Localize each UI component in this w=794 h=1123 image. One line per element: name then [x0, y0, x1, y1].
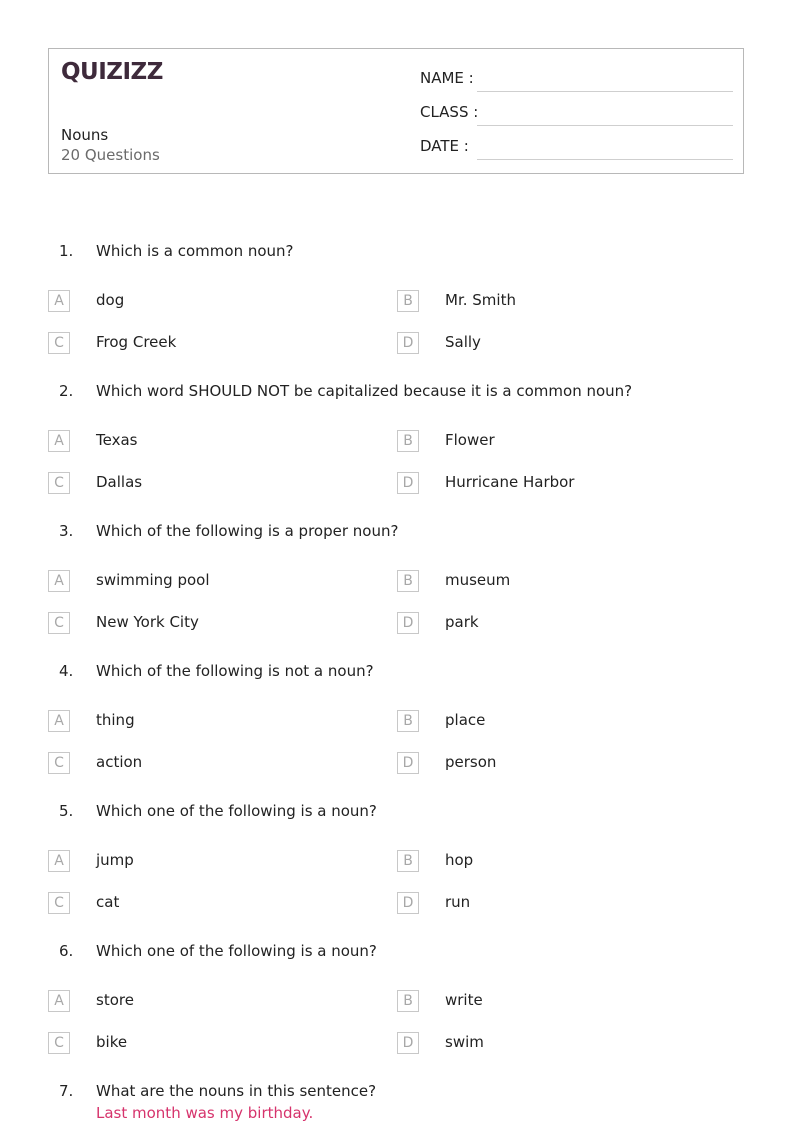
question-number: 3. — [59, 522, 74, 540]
question-text: Which one of the following is a noun? — [96, 942, 377, 960]
name-label: NAME : — [420, 69, 474, 87]
question-text: Which is a common noun? — [96, 242, 294, 260]
option-letter-box: A — [48, 570, 70, 592]
class-field[interactable] — [420, 103, 733, 127]
option-text: jump — [96, 851, 134, 869]
option-letter-box: B — [397, 290, 419, 312]
option-text: action — [96, 753, 143, 771]
name-line — [477, 91, 733, 92]
option-letter-box: A — [48, 710, 70, 732]
option-letter-box: A — [48, 850, 70, 872]
date-line — [477, 159, 733, 160]
option-text: Mr. Smith — [445, 291, 516, 309]
class-label: CLASS : — [420, 103, 479, 121]
option-letter-box: A — [48, 290, 70, 312]
option-letter-box: C — [48, 612, 70, 634]
option-text: Hurricane Harbor — [445, 473, 575, 491]
question-text: Which of the following is a proper noun? — [96, 522, 399, 540]
question-number: 1. — [59, 242, 74, 260]
option-text: museum — [445, 571, 511, 589]
option-text: Sally — [445, 333, 481, 351]
quiz-title: Nouns — [61, 126, 109, 144]
option-letter-box: A — [48, 990, 70, 1012]
quizizz-logo: QUIZIZZ — [61, 59, 163, 85]
option-letter-box: C — [48, 1032, 70, 1054]
option-text: thing — [96, 711, 135, 729]
option-letter-box: C — [48, 752, 70, 774]
name-field[interactable] — [420, 69, 733, 93]
question-number: 4. — [59, 662, 74, 680]
option-letter-box: D — [397, 752, 419, 774]
option-letter-box: B — [397, 850, 419, 872]
worksheet-header — [48, 48, 744, 174]
option-text: Dallas — [96, 473, 143, 491]
option-letter-box: B — [397, 430, 419, 452]
option-text: swimming pool — [96, 571, 210, 589]
option-letter-box: D — [397, 332, 419, 354]
date-label: DATE : — [420, 137, 469, 155]
option-letter-box: D — [397, 892, 419, 914]
question-text: Which of the following is not a noun? — [96, 662, 374, 680]
option-text: Texas — [96, 431, 138, 449]
option-text: person — [445, 753, 497, 771]
option-text: store — [96, 991, 134, 1009]
option-letter-box: C — [48, 472, 70, 494]
question-text: What are the nouns in this sentence? — [96, 1082, 377, 1100]
question-number: 6. — [59, 942, 74, 960]
option-letter-box: B — [397, 570, 419, 592]
option-text: park — [445, 613, 479, 631]
option-letter-box: D — [397, 472, 419, 494]
option-text: run — [445, 893, 471, 911]
option-text: write — [445, 991, 483, 1009]
option-text: New York City — [96, 613, 199, 631]
question-number: 7. — [59, 1082, 74, 1100]
question-count: 20 Questions — [61, 146, 160, 164]
date-field[interactable] — [420, 137, 733, 161]
option-letter-box: D — [397, 1032, 419, 1054]
option-text: swim — [445, 1033, 484, 1051]
question-text: Which one of the following is a noun? — [96, 802, 377, 820]
option-text: place — [445, 711, 486, 729]
option-letter-box: C — [48, 892, 70, 914]
option-text: Flower — [445, 431, 495, 449]
question-number: 5. — [59, 802, 74, 820]
question-number: 2. — [59, 382, 74, 400]
option-letter-box: B — [397, 990, 419, 1012]
option-letter-box: A — [48, 430, 70, 452]
question-sentence: Last month was my birthday. — [96, 1104, 314, 1122]
class-line — [477, 125, 733, 126]
option-letter-box: B — [397, 710, 419, 732]
option-text: cat — [96, 893, 120, 911]
option-letter-box: C — [48, 332, 70, 354]
option-text: Frog Creek — [96, 333, 177, 351]
option-text: bike — [96, 1033, 128, 1051]
option-text: hop — [445, 851, 474, 869]
option-letter-box: D — [397, 612, 419, 634]
option-text: dog — [96, 291, 125, 309]
question-text: Which word SHOULD NOT be capitalized because it is a common noun? — [96, 382, 633, 400]
